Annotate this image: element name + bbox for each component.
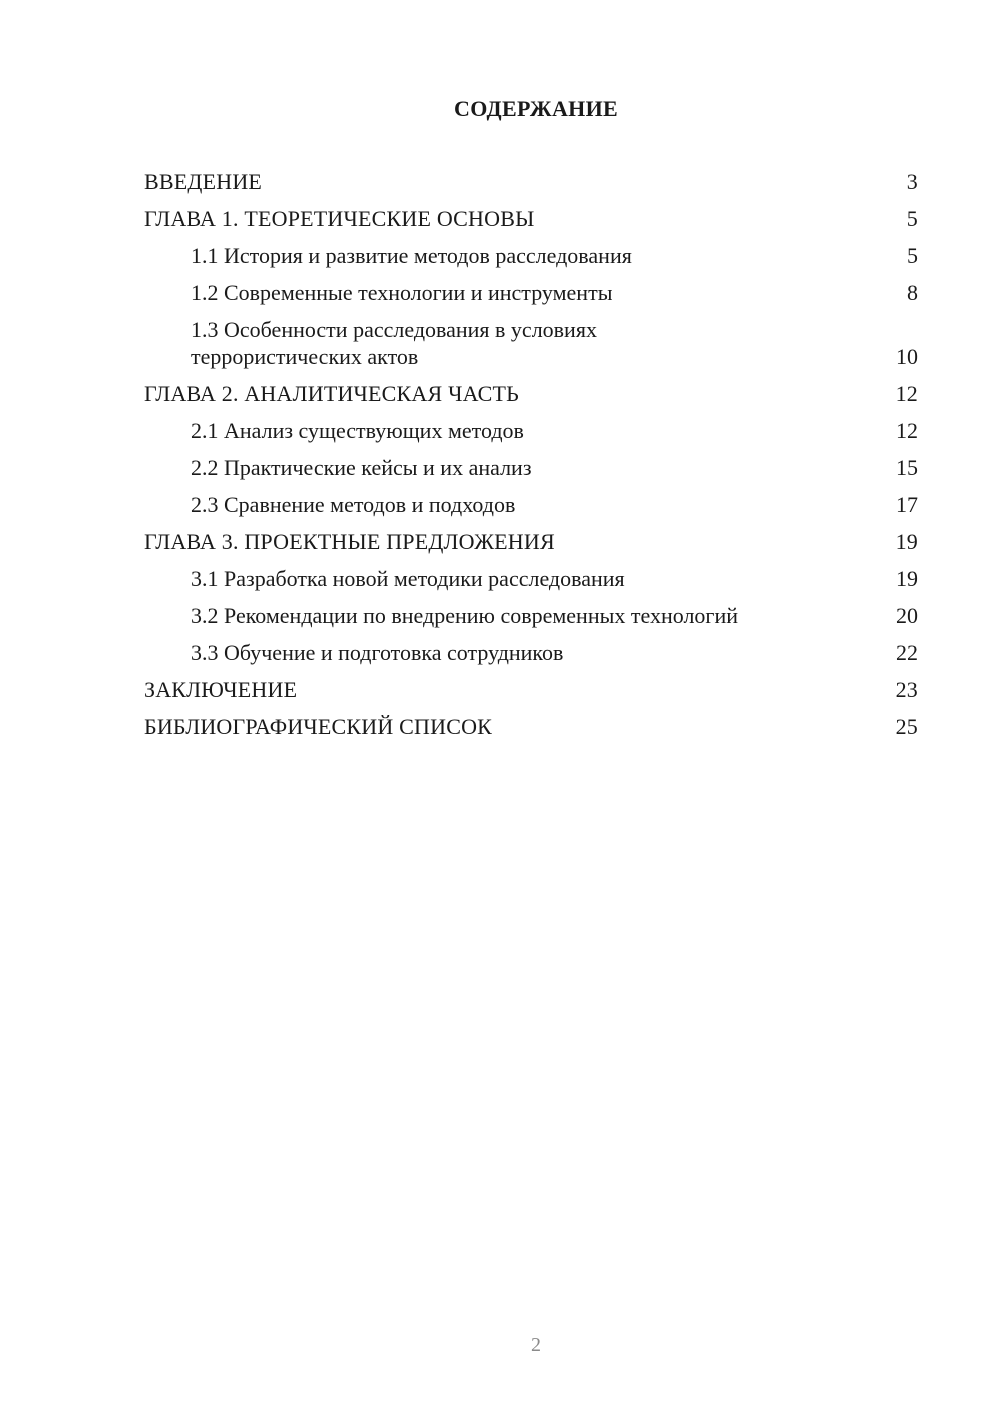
toc-chapter-entry xyxy=(144,380,918,407)
toc-entry-page-number: 19 xyxy=(896,566,918,591)
toc-entry-title-line: 1.3 Особенности расследования в условиях xyxy=(191,317,597,342)
toc-entry-title xyxy=(191,602,888,629)
toc-entry-title-line: ГЛАВА 1. ТЕОРЕТИЧЕСКИЕ ОСНОВЫ xyxy=(144,206,535,231)
toc-section-entry xyxy=(144,316,918,370)
toc-entry-title-line: 3.3 Обучение и подготовка сотрудников xyxy=(191,640,564,665)
toc-entry-title-line: 2.1 Анализ существующих методов xyxy=(191,418,524,443)
toc-entry-title-line: 1.2 Современные технологии и инструменты xyxy=(191,280,613,305)
toc-entry-title-line: 3.1 Разработка новой методики расследования xyxy=(191,566,625,591)
toc-entry-title-line: 2.3 Сравнение методов и подходов xyxy=(191,492,516,517)
toc-entry-title-line: ГЛАВА 3. ПРОЕКТНЫЕ ПРЕДЛОЖЕНИЯ xyxy=(144,529,555,554)
toc-chapter-entry xyxy=(144,676,918,703)
toc-entry-page-number: 17 xyxy=(896,492,918,517)
toc-entry-title xyxy=(191,279,888,306)
toc-chapter-entry xyxy=(144,713,918,740)
toc-entry-title xyxy=(191,639,888,666)
toc-entry-title xyxy=(191,417,888,444)
toc-entry-page-number: 23 xyxy=(895,677,918,702)
toc-entry-title-line: ВВЕДЕНИЕ xyxy=(144,169,263,194)
toc-chapter-entry xyxy=(144,205,918,232)
toc-section-entry xyxy=(144,279,918,306)
toc-entry-title xyxy=(191,454,888,481)
toc-chapter-entry xyxy=(144,168,918,195)
toc-section-entry xyxy=(144,454,918,481)
page-number: 2 xyxy=(531,1334,541,1356)
toc-entry-title-line: ГЛАВА 2. АНАЛИТИЧЕСКАЯ ЧАСТЬ xyxy=(144,381,519,406)
toc-chapter-entry xyxy=(144,528,918,555)
toc-entry-page-number: 12 xyxy=(896,418,918,443)
toc-entry-page-number: 20 xyxy=(896,603,918,628)
toc-section-entry xyxy=(144,242,918,269)
toc-entry-title-line: 1.1 История и развитие методов расследования xyxy=(191,243,632,268)
toc-entry-title xyxy=(144,713,888,740)
toc-entry-page-number: 3 xyxy=(906,169,918,194)
toc-section-entry xyxy=(144,639,918,666)
toc-entry-page-number: 8 xyxy=(907,280,918,305)
toc-entry-page-number: 10 xyxy=(896,344,918,369)
toc-entry-page-number: 5 xyxy=(907,243,918,268)
toc-section-entry xyxy=(144,417,918,444)
toc-entry-title xyxy=(144,528,888,555)
toc-entry-page-number: 25 xyxy=(895,714,918,739)
toc-entry-title-line: ЗАКЛЮЧЕНИЕ xyxy=(144,677,298,702)
toc-entry-title-line: БИБЛИОГРАФИЧЕСКИЙ СПИСОК xyxy=(144,714,493,739)
toc-entry-title xyxy=(144,168,888,195)
toc-entry-title xyxy=(191,242,888,269)
toc-entry-page-number: 15 xyxy=(896,455,918,480)
toc-entry-page-number: 12 xyxy=(895,381,918,406)
table-of-contents xyxy=(144,168,918,750)
toc-entry-title-line: террористических актов xyxy=(191,344,419,369)
toc-section-entry xyxy=(144,491,918,518)
toc-entry-page-number: 22 xyxy=(896,640,918,665)
toc-entry-title xyxy=(144,205,888,232)
toc-entry-title xyxy=(191,565,888,592)
toc-entry-title-line: 2.2 Практические кейсы и их анализ xyxy=(191,455,532,480)
toc-entry-title xyxy=(191,491,888,518)
toc-section-entry xyxy=(144,565,918,592)
toc-entry-title xyxy=(144,676,888,703)
toc-entry-title-line: 3.2 Рекомендации по внедрению современных технологий xyxy=(191,603,739,628)
toc-title: СОДЕРЖАНИЕ xyxy=(454,96,618,121)
toc-section-entry xyxy=(144,602,918,629)
toc-entry-title xyxy=(191,316,888,370)
toc-entry-title xyxy=(144,380,888,407)
toc-entry-page-number: 5 xyxy=(906,206,918,231)
toc-entry-page-number: 19 xyxy=(895,529,918,554)
